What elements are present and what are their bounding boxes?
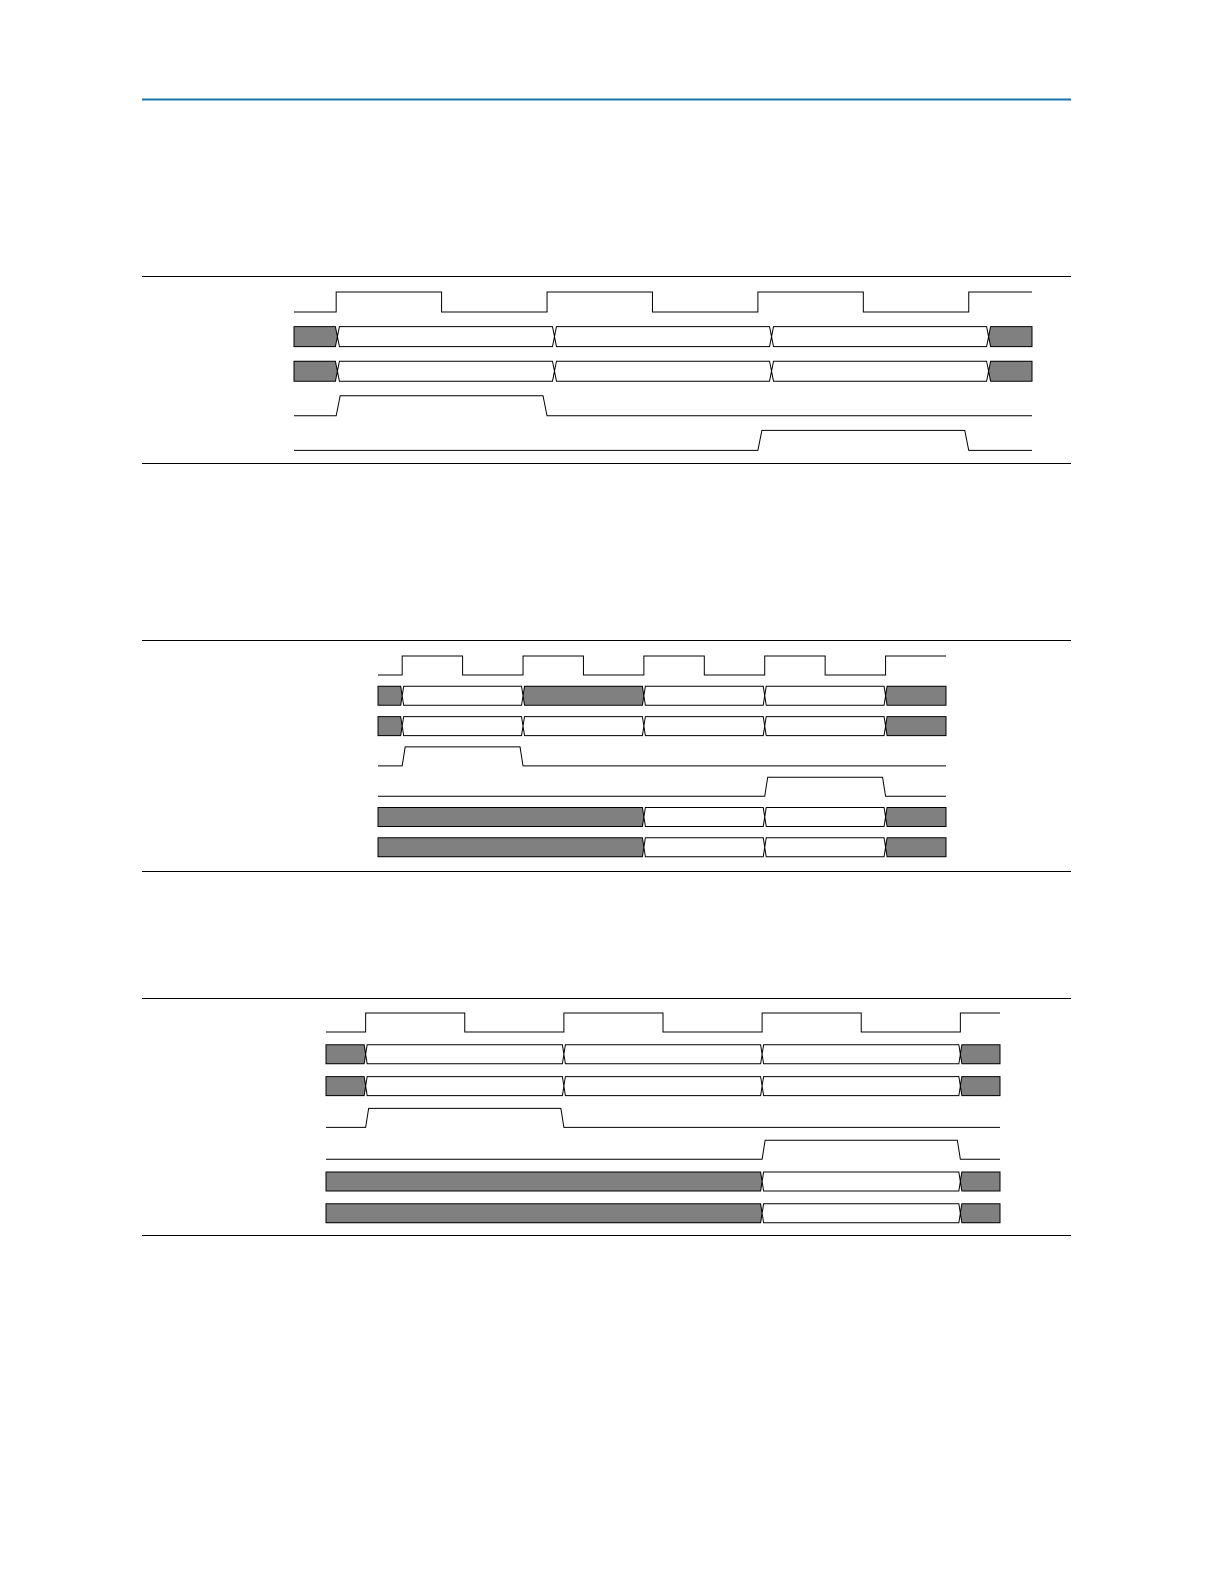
figure-3-bus-2-segment-idle (326, 1077, 366, 1096)
figure-3-waveforms (326, 1013, 1000, 1223)
figure-3-bus-6-segment-data (762, 1204, 960, 1223)
figure-3-bus-6-segment-idle (326, 1204, 762, 1223)
figure-3-pulse-waveform-4 (326, 1140, 1000, 1159)
figure-2-bus-5-segment-data (765, 808, 886, 827)
figure-2-bus-2-segment-data (644, 717, 765, 736)
figure-2 (142, 641, 1071, 872)
figure-2-bus-6-segment-idle (378, 838, 644, 857)
figure-1-bus-2-segment-idle (989, 361, 1032, 381)
figure-2-bus-5-segment-data (644, 808, 765, 827)
figure-1 (142, 277, 1071, 464)
figure-2-bus-1-segment-data (402, 686, 523, 705)
figure-3-bus-2-segment-data (564, 1077, 762, 1096)
figure-3-bus-5-segment-idle (326, 1172, 762, 1191)
figure-2-bus-2-segment-data (765, 717, 886, 736)
figure-2-bus-1-segment-idle (523, 686, 644, 705)
figure-2-clock-waveform (378, 656, 946, 675)
figure-3-bus-1-segment-idle (960, 1045, 1000, 1064)
figure-3-bus-1-segment-data (564, 1045, 762, 1064)
figure-3-bus-5-segment-data (762, 1172, 960, 1191)
figure-2-bus-2-segment-data (523, 717, 644, 736)
figure-1-clock-waveform (294, 292, 1032, 312)
figure-3-bus-2-segment-data (366, 1077, 564, 1096)
figure-1-bus-2-segment-idle (294, 361, 337, 381)
figure-1-bus-1-segment-idle (294, 327, 337, 347)
figure-1-waveforms (294, 292, 1032, 450)
figure-2-bus-1-segment-idle (378, 686, 402, 705)
figure-3-bus-1-segment-idle (326, 1045, 366, 1064)
figure-3-pulse-waveform-3 (326, 1108, 1000, 1127)
figure-1-bus-1-segment-idle (989, 327, 1032, 347)
figure-2-bus-1-segment-idle (886, 686, 946, 705)
figure-1-pulse-waveform-4 (294, 430, 1032, 450)
figure-3-bus-1-segment-data (366, 1045, 564, 1064)
figure-2-pulse-waveform-3 (378, 747, 946, 766)
figure-2-bus-2-segment-data (402, 717, 523, 736)
figure-3-bus-2-segment-idle (960, 1077, 1000, 1096)
figure-2-bus-5-segment-idle (886, 808, 946, 827)
figure-3-bus-2-segment-data (762, 1077, 960, 1096)
figure-1-bus-1-segment-data (772, 327, 989, 347)
figure-2-bus-2-segment-idle (378, 717, 402, 736)
figure-3-bus-6-segment-idle (960, 1204, 1000, 1223)
figure-2-pulse-waveform-4 (378, 777, 946, 796)
figure-3-bus-1-segment-data (762, 1045, 960, 1064)
figure-1-bus-2-segment-data (554, 361, 771, 381)
figure-2-bus-6-segment-idle (886, 838, 946, 857)
figure-1-bus-1-segment-data (337, 327, 554, 347)
figure-1-pulse-waveform-3 (294, 396, 1032, 416)
figure-2-bus-5-segment-idle (378, 808, 644, 827)
figure-3 (142, 999, 1071, 1236)
figure-1-bus-2-segment-data (772, 361, 989, 381)
figure-2-bus-1-segment-data (765, 686, 886, 705)
figure-2-bus-2-segment-idle (886, 717, 946, 736)
figure-1-bus-2-segment-data (337, 361, 554, 381)
figure-3-clock-waveform (326, 1013, 1000, 1032)
figure-3-bus-5-segment-idle (960, 1172, 1000, 1191)
figure-2-waveforms (378, 656, 946, 857)
figure-2-bus-6-segment-data (644, 838, 765, 857)
figure-2-bus-1-segment-data (644, 686, 765, 705)
figure-2-bus-6-segment-data (765, 838, 886, 857)
figure-1-bus-1-segment-data (554, 327, 771, 347)
